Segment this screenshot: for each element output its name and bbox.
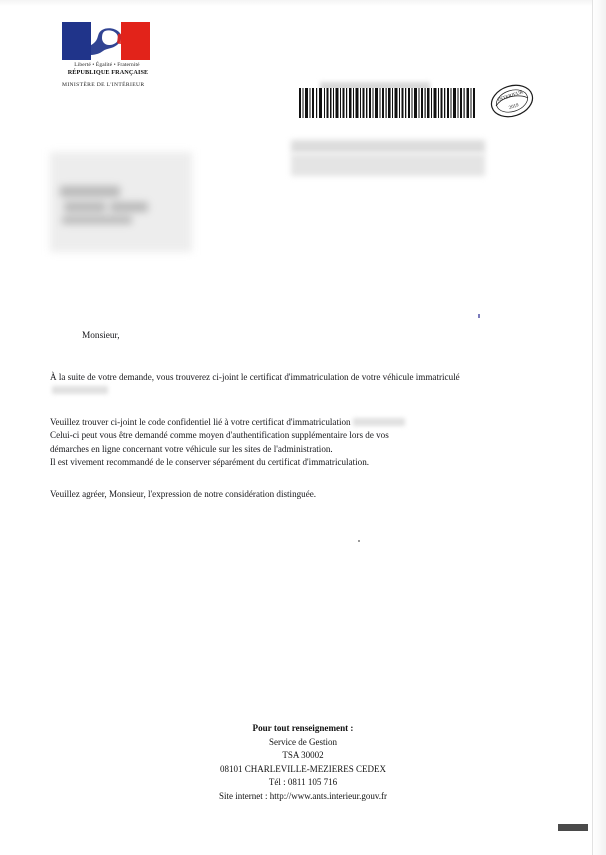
devise-text: Liberté • Égalité • Fraternité (74, 62, 140, 68)
scan-edge-top (0, 0, 606, 6)
marianne-profile-icon (91, 24, 121, 58)
marianne-flag-logo (62, 22, 154, 76)
postmark-stamp-icon (487, 82, 537, 120)
footer-website: Site internet : http://www.ants.interieur.gouv.fr (218, 790, 388, 801)
plate-number-redaction (52, 386, 108, 394)
paragraph-vehicle (50, 371, 502, 398)
footer-city: 08101 CHARLEVILLE-MEZIERES CEDEX (220, 763, 386, 774)
salutation: Monsieur, (82, 331, 120, 341)
french-flag-icon (62, 22, 150, 60)
paragraph-code-line-1 (50, 416, 502, 430)
republique-francaise-text: RÉPUBLIQUE FRANÇAISE (67, 69, 149, 76)
paragraph-code-line-4: Il est vivement recommandé de le conserver séparément du certificat d'immatriculation. (50, 457, 370, 467)
paragraph-vehicle-text: À la suite de votre demande, vous trouverez ci-joint le certificat d'immatriculation de votre véhicule immatriculé (50, 371, 460, 382)
scan-speck-1 (478, 314, 480, 318)
flag-red-band (121, 22, 150, 60)
footer-phone: Tél : 0811 105 716 (268, 777, 338, 788)
ministere-text: MINISTÈRE DE L'INTÉRIEUR (62, 82, 145, 88)
paragraph-code-line-2: Celui-ci peut vous être demandé comme moyen d'authentification supplémentaire lors de vos (50, 430, 389, 440)
footer-block (0, 722, 606, 804)
letter-body (50, 330, 502, 519)
scan-speck-2 (358, 540, 360, 542)
flag-white-band (91, 22, 121, 60)
svg-text:2019: 2019 (508, 103, 520, 112)
paragraph-code-line-3: démarches en ligne concernant votre véhicule sur les sites de l'administration. (50, 443, 333, 454)
svg-text:INTERIEUR: INTERIEUR (497, 90, 524, 104)
footer-title: Pour tout renseignement : (252, 723, 354, 733)
footer-service: Service de Gestion (269, 736, 337, 747)
paragraph-code-text-1: Veuillez trouver ci-joint le code confidentiel lié à votre certificat d'immatriculation (50, 416, 351, 427)
flag-blue-band (62, 22, 91, 60)
postal-barcode (299, 88, 475, 118)
footer-tsa: TSA 30002 (282, 750, 324, 761)
closing-paragraph: Veuillez agréer, Monsieur, l'expression de notre considération distinguée. (50, 488, 317, 499)
confidential-code-redaction (353, 418, 405, 426)
scan-registration-mark (558, 824, 588, 831)
address-redaction-line-2 (291, 154, 485, 176)
address-redaction-line-1 (291, 140, 485, 153)
recipient-address-redaction (50, 152, 192, 252)
